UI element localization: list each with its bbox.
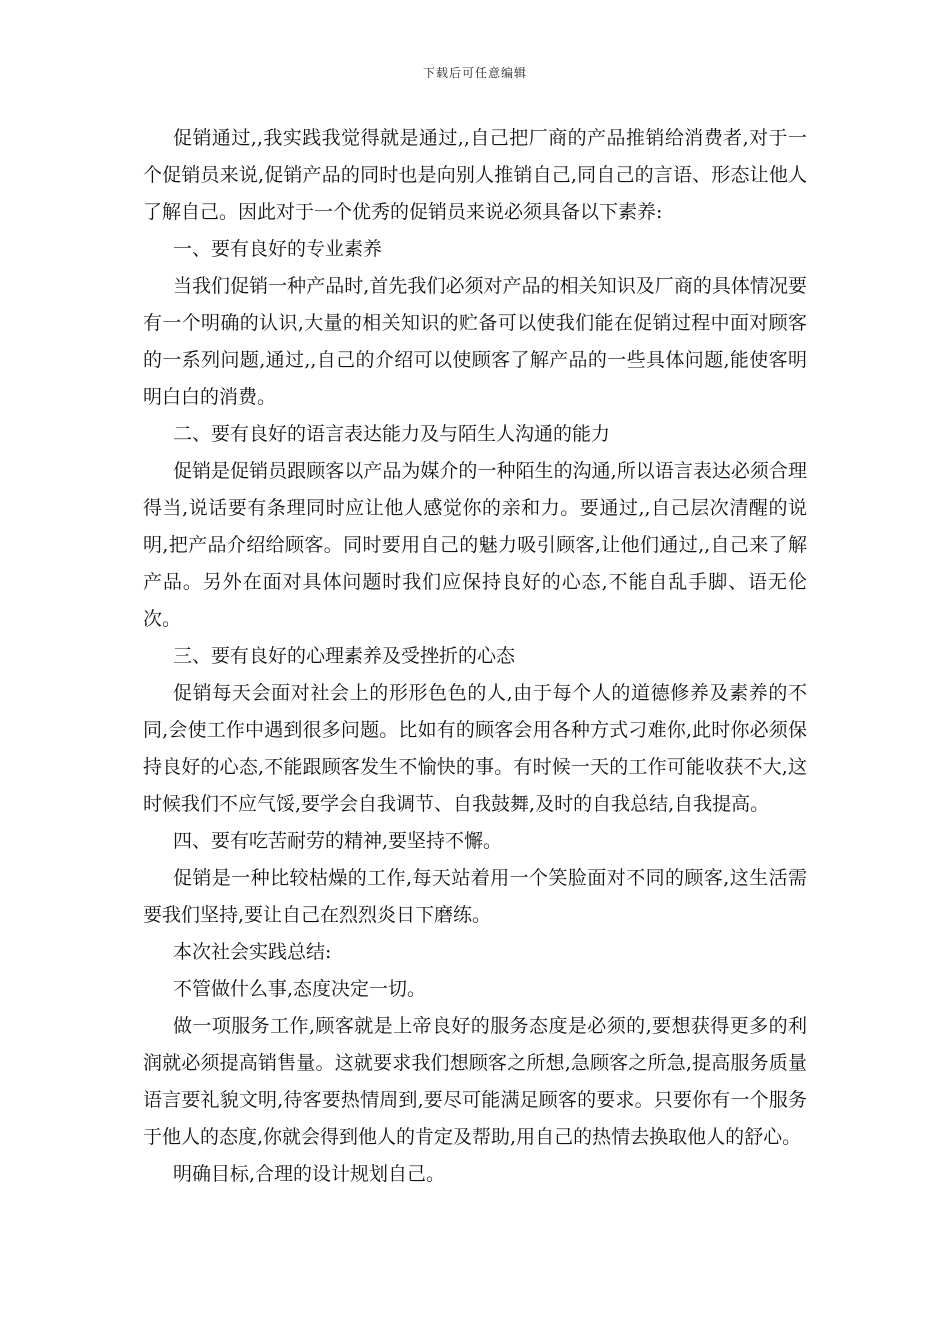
section-heading-4: 四、要有吃苦耐劳的精神,要坚持不懈。 <box>173 830 503 852</box>
section-paragraph-4: 促销是一种比较枯燥的工作,每天站着用一个笑脸面对不同的顾客,这生活需要我们坚持,要让自己在烈烈炎日下磨练。 <box>143 867 807 926</box>
section-heading-1: 一、要有良好的专业素养 <box>173 238 383 260</box>
page-header: 下载后可任意编辑 <box>422 66 527 80</box>
intro-paragraph: 促销通过,,我实践我觉得就是通过,,自己把厂商的产品推销给消费者,对于一个促销员来说,促销产品的同时也是向别人推销自己,同自己的言语、形态让他人了解自己。因此对于一个优秀的促销员来说必须具备以下素养: <box>143 127 807 223</box>
section-heading-2: 二、要有良好的语言表达能力及与陌生人沟通的能力 <box>173 423 611 445</box>
section-paragraph-2: 促销是促销员跟顾客以产品为媒介的一种陌生的沟通,所以语言表达必须合理得当,说话要有条理同时应让他人感觉你的亲和力。要通过,,自己层次清醒的说明,把产品介绍给顾客。同时要用自己的魅力吸引顾客,让他们通过,,自己来了解产品。另外在面对具体问题时我们应保持良好的心态,不能自乱手脚、语无伦次。 <box>143 460 807 630</box>
section-paragraph-1: 当我们促销一种产品时,首先我们必须对产品的相关知识及厂商的具体情况要有一个明确的认识,大量的相关知识的贮备可以使我们能在促销过程中面对顾客的一系列问题,通过,,自己的介绍可以使顾客了解产品的一些具体问题,能使客明明白白的消费。 <box>143 275 807 408</box>
summary-heading: 本次社会实践总结: <box>173 941 332 963</box>
section-paragraph-3: 促销每天会面对社会上的形形色色的人,由于每个人的道德修养及素养的不同,会使工作中遇到很多问题。比如有的顾客会用各种方式刁难你,此时你必须保持良好的心态,不能跟顾客发生不愉快的事。有时候一天的工作可能收获不大,这时候我们不应气馁,要学会自我调节、自我鼓舞,及时的自我总结,自我提高。 <box>143 682 807 815</box>
section-heading-3: 三、要有良好的心理素养及受挫折的心态 <box>173 645 516 667</box>
summary-paragraph-1: 不管做什么事,态度决定一切。 <box>173 978 427 1000</box>
summary-paragraph-3: 明确目标,合理的设计规划自己。 <box>173 1163 446 1185</box>
summary-paragraph-2: 做一项服务工作,顾客就是上帝良好的服务态度是必须的,要想获得更多的利润就必须提高销售量。这就要求我们想顾客之所想,急顾客之所急,提高服务质量语言要礼貌文明,待客要热情周到,要尽可能满足顾客的要求。只要你有一个服务于他人的态度,你就会得到他人的肯定及帮助,用自己的热情去换取他人的舒心。 <box>143 1015 807 1148</box>
document-body <box>143 120 807 1193</box>
